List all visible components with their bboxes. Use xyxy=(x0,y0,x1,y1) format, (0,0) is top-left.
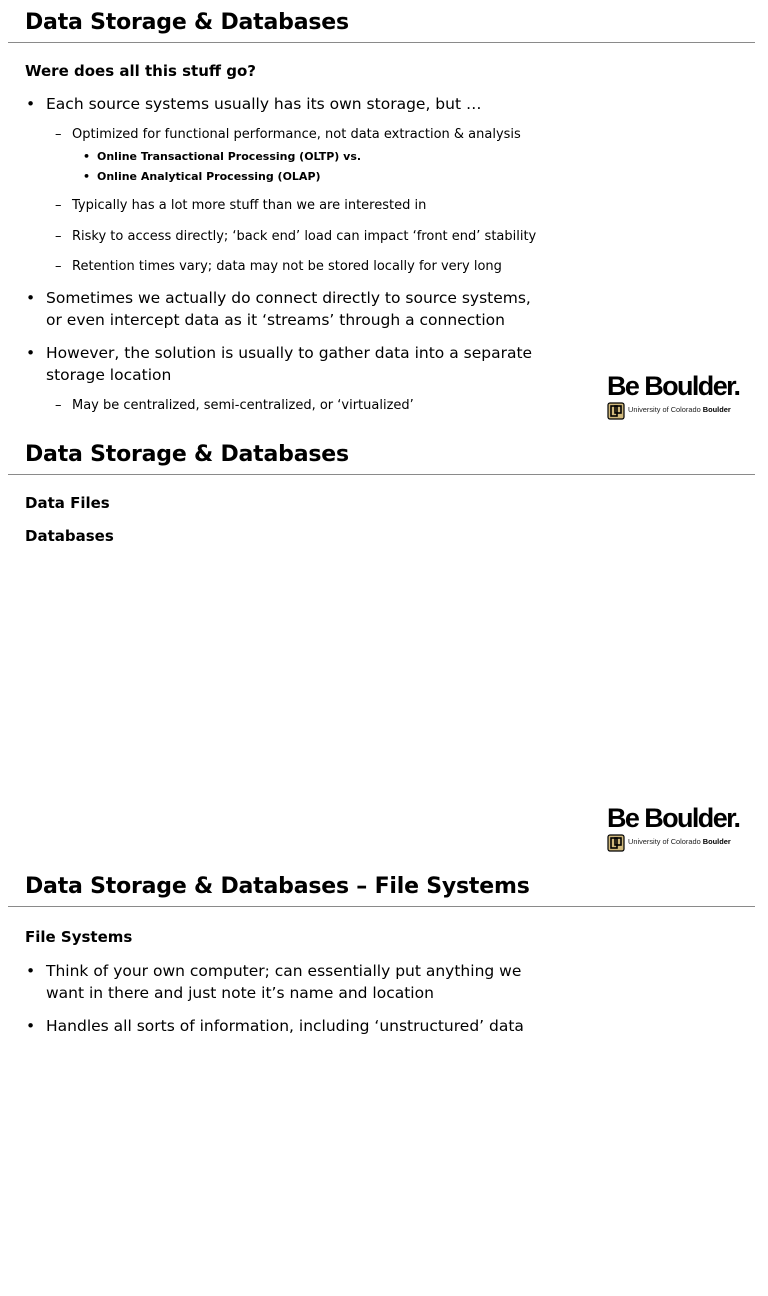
sub-sub-bullet-item xyxy=(83,149,362,164)
bullet-marker: • xyxy=(26,962,36,980)
title-divider xyxy=(8,474,755,475)
slide-2 xyxy=(0,432,768,864)
bullet-item xyxy=(26,1015,546,1037)
logo-wordmark: Be Boulder. xyxy=(607,803,740,833)
logo-campus: Boulder xyxy=(702,405,731,414)
bullet-marker: • xyxy=(26,1017,36,1035)
slide-1 xyxy=(0,0,768,432)
bullet-marker: • xyxy=(26,344,36,362)
sub-sub-bullet-text: Online Transactional Processing (OLTP) vs. xyxy=(97,150,362,163)
slide-3 xyxy=(0,864,768,1296)
slide-title: Data Storage & Databases – File Systems xyxy=(25,874,530,899)
bullet-text: Each source systems usually has its own storage, but … xyxy=(46,95,482,113)
bullet-text: Think of your own computer; can essentially put anything we want in there and just note it’s name and location xyxy=(46,962,522,1002)
bullet-text: Handles all sorts of information, including ‘unstructured’ data xyxy=(46,1017,524,1035)
bullet-marker: • xyxy=(26,289,36,307)
dash-marker: – xyxy=(55,398,62,413)
dash-marker: – xyxy=(55,198,62,213)
sub-bullet-text: Optimized for functional performance, not data extraction & analysis xyxy=(72,127,521,142)
sub-bullet-text: Typically has a lot more stuff than we are interested in xyxy=(72,198,427,213)
be-boulder-logo xyxy=(607,371,755,423)
sub-bullet-text: Retention times vary; data may not be stored locally for very long xyxy=(72,259,502,274)
be-boulder-logo xyxy=(607,803,755,855)
dash-marker: – xyxy=(55,229,62,244)
bullet-marker: • xyxy=(26,95,36,113)
logo-tagline xyxy=(628,837,731,847)
sub-bullet-item xyxy=(55,228,542,246)
sub-bullet-item xyxy=(55,258,542,276)
sub-bullet-text: May be centralized, semi-centralized, or ‘virtualized’ xyxy=(72,398,414,413)
title-divider xyxy=(8,906,755,907)
logo-tagline xyxy=(628,405,731,415)
slide-subtitle: File Systems xyxy=(25,928,133,946)
logo-university: University of Colorado xyxy=(628,405,701,414)
logo-wordmark: Be Boulder. xyxy=(607,371,740,401)
slide-title: Data Storage & Databases xyxy=(25,442,349,467)
sub-sub-bullet-item xyxy=(83,169,321,184)
bullet-item xyxy=(26,342,546,386)
dash-marker: – xyxy=(55,127,62,142)
sub-bullet-item xyxy=(55,126,542,144)
small-bullet-marker: • xyxy=(83,150,91,163)
sub-bullet-item xyxy=(55,397,542,415)
section-heading: Databases xyxy=(25,527,114,545)
bullet-item xyxy=(26,960,546,1004)
bullet-text: However, the solution is usually to gather data into a separate storage location xyxy=(46,344,533,384)
slide-title: Data Storage & Databases xyxy=(25,10,349,35)
dash-marker: – xyxy=(55,259,62,274)
logo-campus: Boulder xyxy=(702,837,731,846)
logo-university: University of Colorado xyxy=(628,837,701,846)
title-divider xyxy=(8,42,755,43)
sub-bullet-item xyxy=(55,197,542,215)
slide-subtitle: Were does all this stuff go? xyxy=(25,62,257,80)
bullet-item xyxy=(26,287,546,331)
bullet-text: Sometimes we actually do connect directly to source systems, or even intercept data as it ‘streams’ through a connection xyxy=(46,289,531,329)
cu-seal-icon xyxy=(607,402,625,420)
sub-sub-bullet-text: Online Analytical Processing (OLAP) xyxy=(97,170,321,183)
section-heading: Data Files xyxy=(25,494,110,512)
sub-bullet-text: Risky to access directly; ‘back end’ load can impact ‘front end’ stability xyxy=(72,229,537,244)
cu-seal-icon xyxy=(607,834,625,852)
bullet-item xyxy=(26,93,546,115)
small-bullet-marker: • xyxy=(83,170,91,183)
